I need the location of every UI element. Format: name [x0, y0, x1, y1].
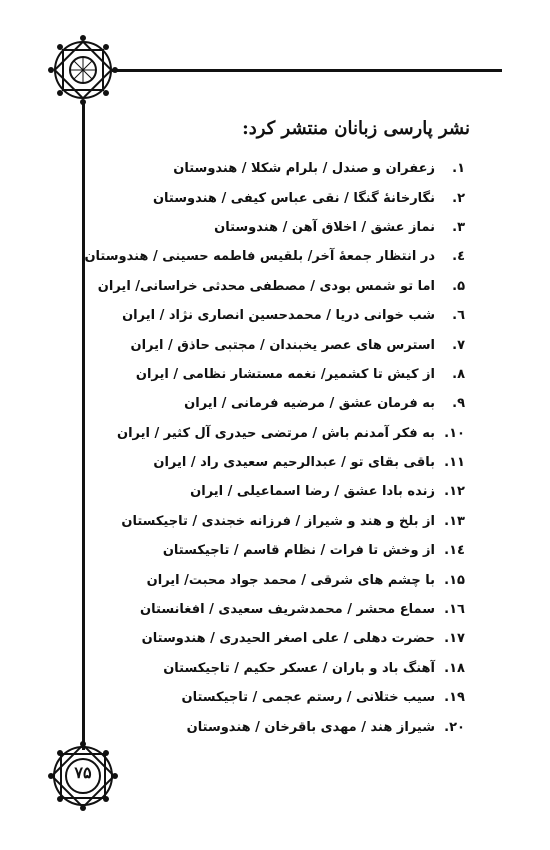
item-text: سیب ختلانی / رستم عجمی / تاجیکستان [181, 690, 435, 706]
item-number: ۱۸. [444, 660, 465, 676]
item-text: شب خوانی دریا / محمدحسین انصاری نژاد / ایران [122, 308, 435, 324]
item-text: نگارخانهٔ گنگا / نقی عباس کیفی / هندوستان [152, 190, 435, 206]
list-item [75, 301, 465, 330]
item-number: ۱۹. [444, 690, 465, 706]
item-text: حضرت دهلی / علی اصغر الحیدری / هندوستان [141, 631, 435, 647]
item-text: به فکر آمدنم باش / مرتضی حیدری آل کثیر / ایران [116, 425, 435, 441]
item-text: شیراز هند / مهدی باقرخان / هندوستان [186, 719, 435, 735]
item-text: سماع محشر / محمدشریف سعیدی / افغانستان [140, 602, 435, 618]
list-item [75, 595, 465, 624]
list-item [75, 154, 465, 183]
list-item [75, 654, 465, 683]
list-item [75, 565, 465, 594]
item-text: با چشم های شرقی / محمد جواد محبت/ ایران [146, 572, 435, 588]
item-text: زنده بادا عشق / رضا اسماعیلی / ایران [190, 484, 435, 500]
ornament-top-icon [47, 34, 119, 106]
item-text: آهنگ باد و باران / عسکر حکیم / تاجیکستان [163, 660, 435, 676]
item-number: ٦. [452, 308, 465, 324]
item-text: از کیش تا کشمیر/ نغمه مستشار نظامی / ایران [135, 366, 435, 382]
item-number: ۱۲. [444, 484, 465, 500]
list-item [75, 507, 465, 536]
item-number: ۱۷. [444, 631, 465, 647]
list-item [75, 712, 465, 741]
page-number: ۷۵ [74, 763, 92, 782]
list-item [75, 183, 465, 212]
item-number: ۱٦. [444, 602, 465, 618]
item-text: از بلخ و هند و شیراز / فرزانه خجندی / تاجیکستان [121, 513, 435, 529]
item-number: ۷. [452, 337, 465, 353]
list-item [75, 360, 465, 389]
item-text: در انتظار جمعهٔ آخر/ بلقیس فاطمه حسینی / هندوستان [84, 249, 435, 265]
item-number: ۹. [452, 396, 465, 412]
item-number: ۱۳. [444, 513, 465, 529]
item-text: اما تو شمس بودی / مصطفی محدثی خراسانی/ ایران [97, 278, 435, 294]
item-number: ۱۵. [444, 572, 465, 588]
page-heading: نشر پارسی زبانان منتشر کرد: [242, 118, 470, 139]
item-number: ۸. [452, 366, 465, 382]
item-number: ۱٤. [444, 543, 465, 559]
list-item [75, 242, 465, 271]
item-text: باقی بقای تو / عبدالرحیم سعیدی راد / ایران [153, 455, 435, 471]
list-item [75, 624, 465, 653]
list-item [75, 272, 465, 301]
item-number: ۱۰. [444, 425, 465, 441]
list-item [75, 683, 465, 712]
item-text: استرس های عصر یخبندان / مجتبی حاذق / ایران [130, 337, 435, 353]
item-number: ۳. [452, 219, 465, 235]
list-item [75, 213, 465, 242]
item-number: ۱. [452, 161, 465, 177]
item-text: از وخش تا فرات / نظام قاسم / تاجیکستان [162, 543, 435, 559]
list-item [75, 536, 465, 565]
item-text: به فرمان عشق / مرضیه فرمانی / ایران [184, 396, 435, 412]
item-number: ۵. [452, 278, 465, 294]
item-text: نماز عشق / اخلاق آهن / هندوستان [214, 219, 435, 235]
item-text: زعفران و صندل / بلرام شکلا / هندوستان [173, 161, 435, 177]
list-item [75, 330, 465, 359]
book-list [75, 154, 465, 742]
item-number: ۱۱. [444, 455, 465, 471]
list-item [75, 477, 465, 506]
list-item [75, 419, 465, 448]
item-number: ۲۰. [444, 719, 465, 735]
item-number: ۲. [452, 190, 465, 206]
list-item [75, 448, 465, 477]
list-item [75, 389, 465, 418]
item-number: ٤. [452, 249, 465, 265]
top-rule [112, 69, 502, 72]
